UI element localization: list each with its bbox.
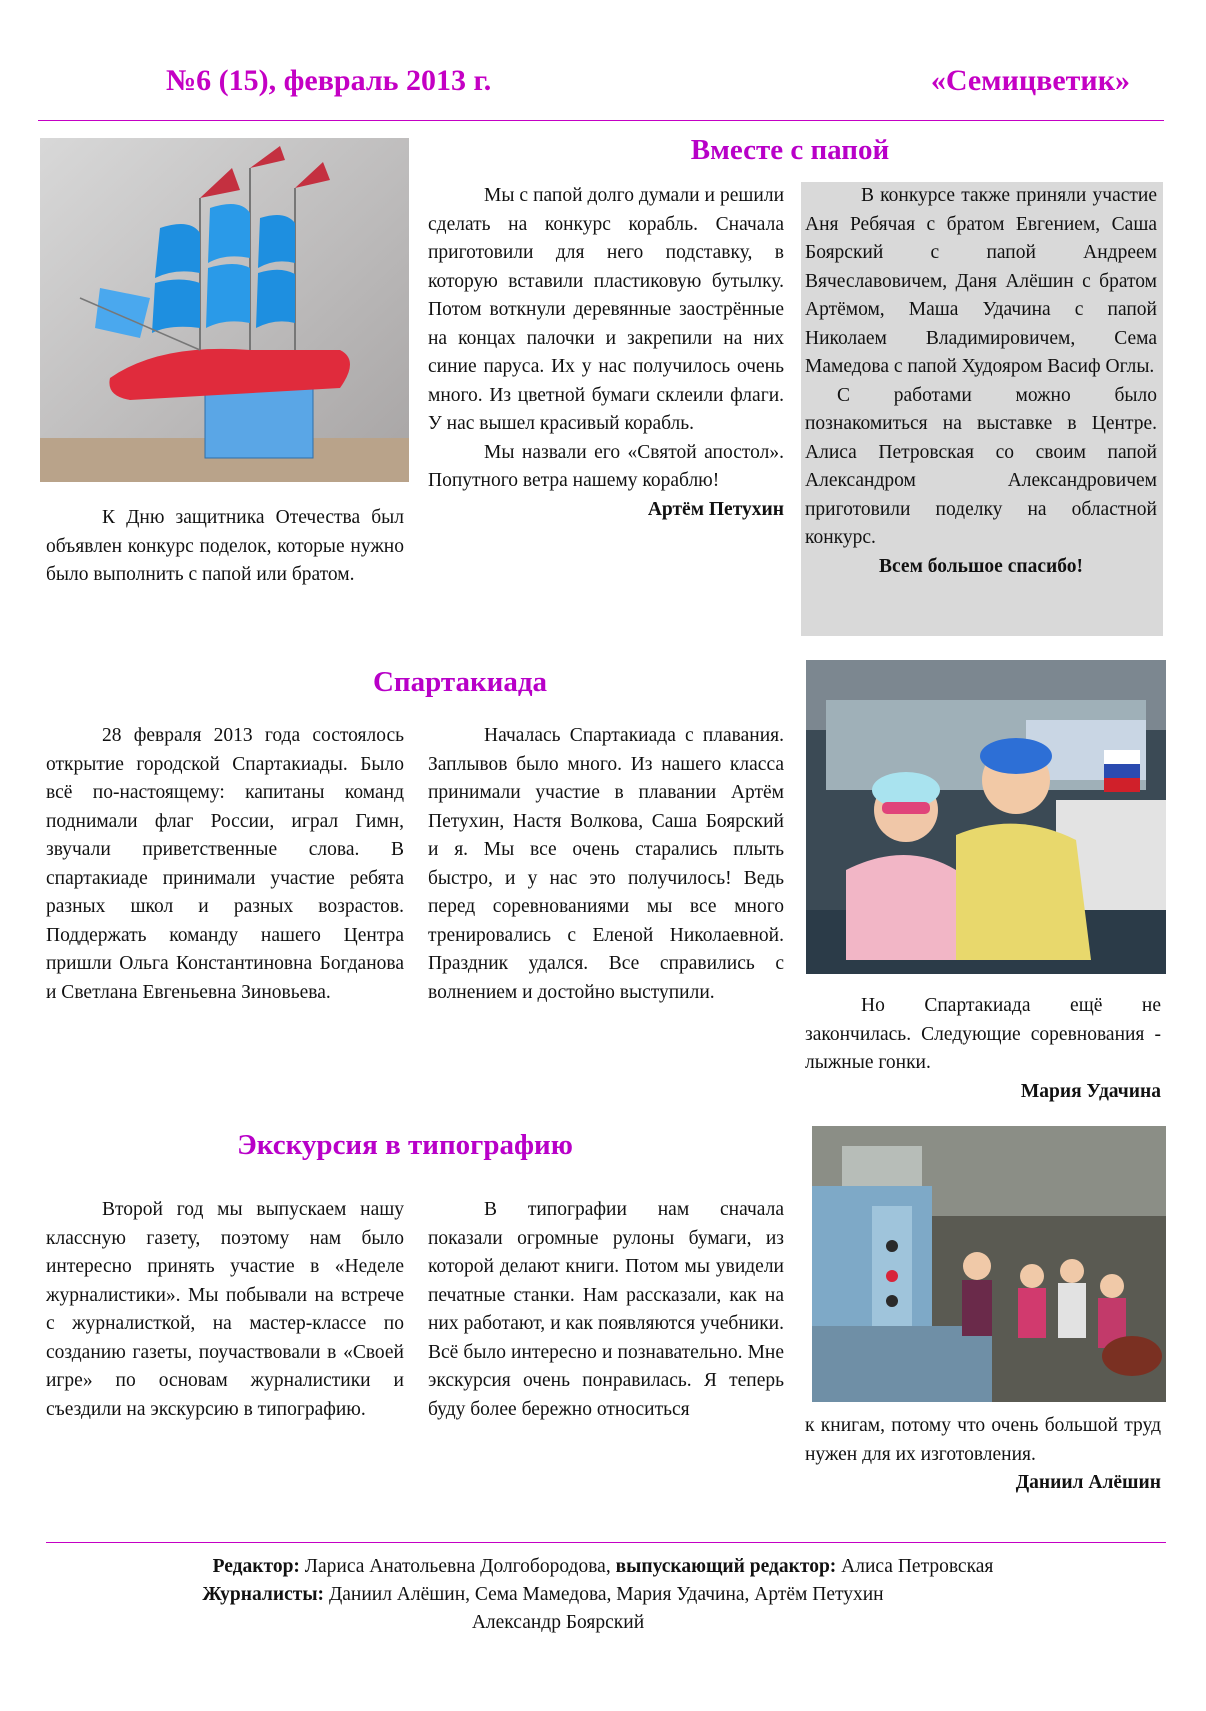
swimming-illustration xyxy=(806,660,1166,974)
excursion-column-2 xyxy=(428,1196,784,1424)
newspaper-name: «Семицветик» xyxy=(930,64,1130,97)
article1-paragraph-1: Мы с папой долго думали и решили сделать на конкурс корабль. Сначала приготовили для него подставку, в которую вставили пластиковую бутылку. Потом воткнули деревянные заострённые на концах палочки и закрепили на них синие паруса. Их у нас получилось очень много. Из цветной бумаги склеили флаги. У нас вышел красивый корабль. xyxy=(428,185,784,434)
article-title-together-with-dad: Вместе с папой xyxy=(690,134,890,166)
caption-text: К Дню защитника Отечества был объявлен конкурс поделок, которые нужно было выполнить с папой или братом. xyxy=(46,507,404,585)
editor-label: Редактор: xyxy=(212,1556,300,1577)
spartakiad-column-3 xyxy=(805,992,1161,1106)
credits-journalists-line xyxy=(0,1581,1166,1609)
excursion-text-2: В типографии нам сначала показали огромные рулоны бумаги, из которой делают книги. Потом мы увидели печатные станки. Нам рассказали, как на них работают, и как появляются учебники. Всё было интересно и познавательно. Мне экскурсия очень понравилась. Я теперь буду более бережно относиться xyxy=(428,1199,784,1420)
editor-name: Лариса Анатольевна Долгобородова, xyxy=(304,1556,611,1577)
printing-house-photo xyxy=(812,1126,1166,1402)
author-artem: Артём Петухин xyxy=(647,498,784,520)
participants-box xyxy=(801,182,1163,636)
header-divider xyxy=(38,120,1164,121)
excursion-text-3: к книгам, потому что очень большой труд нужен для их изготовления. xyxy=(805,1415,1161,1465)
spartakiad-column-1 xyxy=(46,722,404,1007)
author-maria: Мария Удачина xyxy=(1020,1080,1161,1102)
thanks-line: Всем большое спасибо! xyxy=(879,555,1083,577)
journalists-label: Журналисты: xyxy=(202,1584,325,1605)
article1-column xyxy=(428,182,784,524)
release-editor-name: Алиса Петровская xyxy=(841,1556,994,1577)
author-daniil: Даниил Алёшин xyxy=(1015,1472,1161,1493)
spartakiad-column-2 xyxy=(428,722,784,1007)
credits-editor-line xyxy=(40,1553,1166,1581)
swimming-photo xyxy=(806,660,1166,974)
spartakiad-text-3: Но Спартакиада ещё не закончилась. Следующие соревнования - лыжные гонки. xyxy=(805,995,1161,1073)
exhibition-paragraph: С работами можно было познакомиться на выставке в Центре. Алиса Петровская со своим папой Александром Александровичем приготовили поделку на областной конкурс. xyxy=(805,384,1157,548)
spartakiad-text-1: 28 февраля 2013 года состоялось открытие городской Спартакиады. Было всё по-настоящему: капитаны команд поднимали флаг России, играл Гимн, звучали приветственные слова. В спартакиаде принимали участие ребята разных школ и разных возрастов. Поддержать команду нашего Центра пришли Ольга Константиновна Богданова и Светлана Евгеньевна Зиновьева. xyxy=(46,725,404,1003)
article-title-spartakiad: Спартакиада xyxy=(372,666,548,698)
printing-illustration xyxy=(812,1126,1166,1402)
article1-paragraph-2: Мы назвали его «Святой апостол». Попутного ветра нашему кораблю! xyxy=(428,441,784,491)
release-editor-label: выпускающий редактор: xyxy=(615,1556,837,1577)
issue-info: №6 (15), февраль 2013 г. xyxy=(166,64,492,97)
excursion-text-1: Второй год мы выпускаем нашу классную газету, поэтому нам было интересно принять участие в «Неделе журналистики». Мы побывали на встрече с журналисткой, на мастер-классе по созданию газеты, поучаствовали в «Своей игре» по основам журналистики и съездили на экскурсию в типографию. xyxy=(46,1199,404,1420)
article-title-excursion: Экскурсия в типографию xyxy=(237,1129,573,1161)
excursion-column-3 xyxy=(805,1412,1161,1498)
credits xyxy=(40,1553,1166,1637)
ship-illustration xyxy=(40,138,409,482)
ship-craft-photo xyxy=(40,138,409,482)
participants-paragraph: В конкурсе также приняли участие Аня Ребячая с братом Евгением, Саша Боярский с папой Андреем Вячеславовичем, Даня Алёшин с братом Артёмом, Маша Удачина с папой Николаем Владимировичем, Сема Мамедова с папой Худояром Васиф Оглы. xyxy=(805,185,1157,377)
article1-caption xyxy=(46,504,404,590)
excursion-column-1 xyxy=(46,1196,404,1424)
footer-divider xyxy=(46,1542,1166,1543)
credits-journalists-line-2: Александр Боярский xyxy=(471,1612,645,1633)
journalists-names: Даниил Алёшин, Сема Мамедова, Мария Удачина, Артём Петухин xyxy=(328,1584,884,1605)
spartakiad-text-2: Началась Спартакиада с плавания. Заплывов было много. Из нашего класса принимали участие в плавании Артём Петухин, Настя Волкова, Саша Боярский и я. Мы все очень старались плыть быстро, и у нас это получилось! Ведь перед соревнованиями мы все много тренировались с Еленой Николаевной. Праздник удался. Все справились с волнением и достойно выступили. xyxy=(428,725,784,1003)
